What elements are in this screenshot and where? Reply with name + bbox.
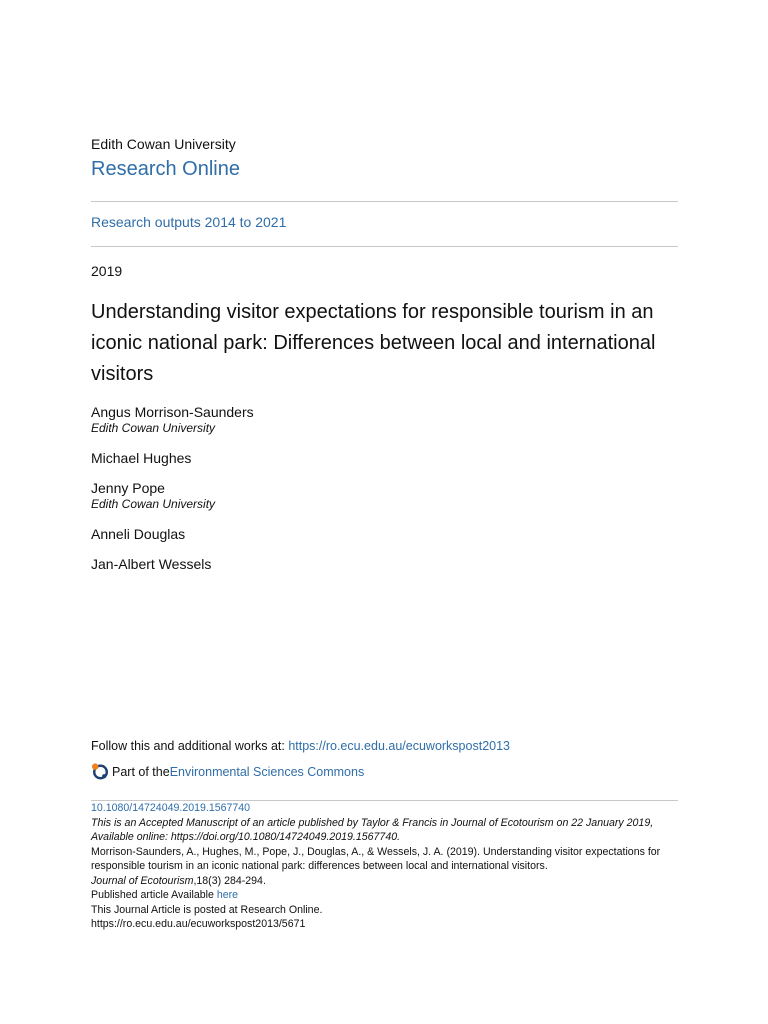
divider <box>91 246 678 247</box>
posted-note: This Journal Article is posted at Research Online. <box>91 903 323 916</box>
repository-link[interactable]: Research Online <box>91 158 240 180</box>
author-entry <box>91 480 678 512</box>
author-affiliation: Edith Cowan University <box>91 421 216 435</box>
author-name: Jan-Albert Wessels <box>91 556 212 572</box>
author-entry <box>91 526 678 542</box>
author-entry <box>91 556 678 572</box>
follow-prefix: Follow this and additional works at: <box>91 739 289 753</box>
article-title: Understanding visitor expectations for responsible tourism in an iconic national park: Differences between local and international visitors <box>91 301 656 385</box>
follow-link[interactable]: https://ro.ecu.edu.au/ecuworkspost2013 <box>288 739 510 753</box>
accepted-manuscript-note: This is an Accepted Manuscript of an article published by Taylor & Francis in Journal of Ecotourism on 22 January 2019, Available online: https://doi.org/10.1080/14724049.2019.1567740. <box>91 816 654 843</box>
author-name: Anneli Douglas <box>91 526 186 542</box>
divider <box>91 201 678 202</box>
part-of-line <box>91 762 364 781</box>
here-link[interactable]: here <box>216 889 239 901</box>
university-name: Edith Cowan University <box>91 136 236 152</box>
published-line <box>91 888 678 903</box>
commons-link[interactable]: Environmental Sciences Commons <box>169 764 365 779</box>
author-entry <box>91 404 678 436</box>
citation-block <box>91 801 678 932</box>
cover-page <box>91 0 678 1024</box>
record-url: https://ro.ecu.edu.au/ecuworkspost2013/5671 <box>91 918 306 930</box>
collection-link[interactable]: Research outputs 2014 to 2021 <box>91 214 287 230</box>
author-name: Jenny Pope <box>91 480 165 496</box>
citation-volume: ,18(3) 284-294. <box>193 874 266 887</box>
citation <box>91 845 678 889</box>
author-list <box>91 404 678 586</box>
author-name: Michael Hughes <box>91 450 192 466</box>
author-name: Angus Morrison-Saunders <box>91 404 254 420</box>
author-affiliation: Edith Cowan University <box>91 497 216 511</box>
publication-year: 2019 <box>91 263 123 279</box>
partof-prefix: Part of the <box>112 764 170 779</box>
published-prefix: Published article Available <box>91 889 217 901</box>
citation-main: Morrison-Saunders, A., Hughes, M., Pope, J., Douglas, A., & Wessels, J. A. (2019). Understanding visitor expectations for responsible tourism in an iconic national park: differences between local and international visitors. <box>91 845 661 872</box>
citation-journal: Journal of Ecotourism <box>91 874 194 887</box>
follow-line <box>91 739 510 753</box>
doi-link[interactable]: 10.1080/14724049.2019.1567740 <box>91 802 251 814</box>
author-entry <box>91 450 678 466</box>
network-icon <box>91 762 110 781</box>
